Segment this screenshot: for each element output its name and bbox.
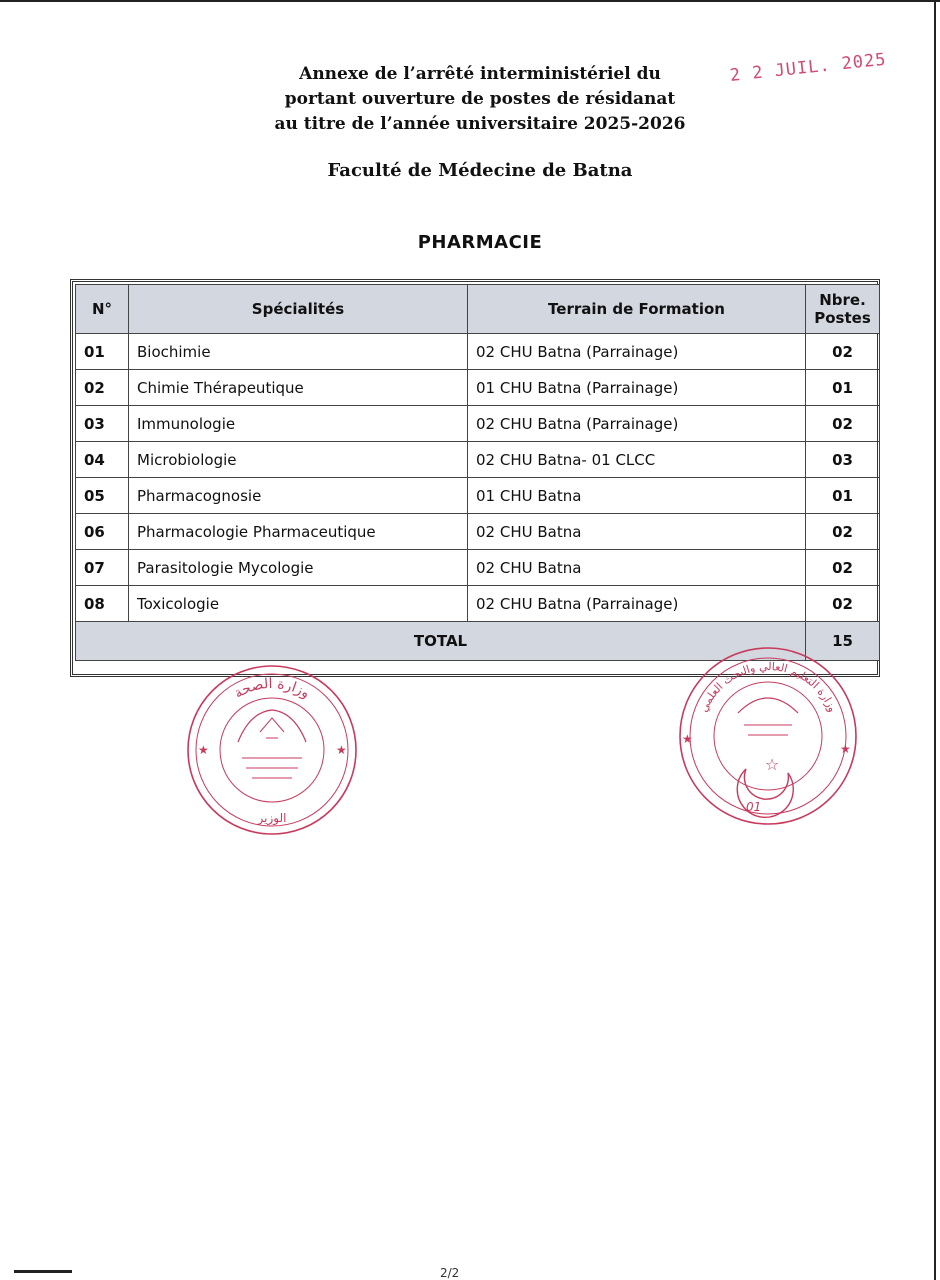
row-specialite: Pharmacologie Pharmaceutique [129,514,468,550]
row-postes: 02 [806,550,880,586]
page-number: 2/2 [440,1266,460,1280]
row-terrain: 02 CHU Batna [468,514,806,550]
row-number: 05 [76,478,129,514]
faculty-title: Faculté de Médecine de Batna [327,160,633,181]
total-value: 15 [806,622,880,661]
right-official-seal-icon [676,643,860,829]
header-line-1: Annexe de l’arrêté interministériel du [299,64,661,84]
row-specialite: Toxicologie [129,586,468,622]
row-terrain: 02 CHU Batna [468,550,806,586]
col-header-postes [806,285,880,334]
header-line-3: au titre de l’année universitaire 2025-2026 [274,114,686,134]
row-specialite: Microbiologie [129,442,468,478]
table-row [76,586,880,622]
col-header-num: N° [76,285,129,334]
right-seal-number: 01 [746,800,762,814]
row-postes: 02 [806,406,880,442]
right-seal-top-text: وزارة التعليم العالي والبحث العلمي [696,659,840,715]
table-row [76,478,880,514]
document-header [200,62,760,137]
col-header-postes-line1: Nbre. [819,291,866,309]
row-postes: 01 [806,478,880,514]
row-postes: 02 [806,334,880,370]
positions-table [75,284,880,661]
right-seal-star-icon: ★ [682,732,693,746]
table-row [76,514,880,550]
row-postes: 03 [806,442,880,478]
row-specialite: Parasitologie Mycologie [129,550,468,586]
row-terrain: 02 CHU Batna (Parrainage) [468,334,806,370]
table-row [76,442,880,478]
row-postes: 02 [806,586,880,622]
table-header-row [76,285,880,334]
row-number: 07 [76,550,129,586]
row-number: 06 [76,514,129,550]
right-seal-star-icon: ★ [840,742,851,756]
section-title: PHARMACIE [417,232,543,253]
col-header-terrain: Terrain de Formation [468,285,806,334]
col-header-specialite: Spécialités [129,285,468,334]
row-specialite: Biochimie [129,334,468,370]
page-border-right [934,0,936,1280]
header-line-2: portant ouverture de postes de résidanat [284,89,676,109]
bottom-left-mark [14,1270,72,1273]
row-terrain: 02 CHU Batna (Parrainage) [468,406,806,442]
row-postes: 01 [806,370,880,406]
total-label: TOTAL [76,622,806,661]
row-number: 02 [76,370,129,406]
left-seal-star-icon: ★ [198,743,209,757]
row-number: 01 [76,334,129,370]
row-terrain: 01 CHU Batna [468,478,806,514]
row-terrain: 02 CHU Batna (Parrainage) [468,586,806,622]
left-seal-star-icon: ★ [336,743,347,757]
row-postes: 02 [806,514,880,550]
left-seal-bottom-text: الوزير [257,811,287,825]
row-specialite: Chimie Thérapeutique [129,370,468,406]
table-row [76,370,880,406]
table-row [76,550,880,586]
left-official-seal-icon [180,662,364,838]
table-row [76,334,880,370]
row-specialite: Pharmacognosie [129,478,468,514]
col-header-postes-line2: Postes [814,309,871,327]
page-border-top [0,0,940,2]
row-number: 08 [76,586,129,622]
row-number: 04 [76,442,129,478]
row-terrain: 02 CHU Batna- 01 CLCC [468,442,806,478]
row-terrain: 01 CHU Batna (Parrainage) [468,370,806,406]
left-seal-top-text: وزارة الصحة [231,675,313,702]
date-stamp: 2 2 JUIL. 2025 [728,49,888,86]
row-number: 03 [76,406,129,442]
table-row [76,406,880,442]
positions-table-frame [70,279,880,677]
right-seal-star-icon: ☆ [764,755,780,774]
row-specialite: Immunologie [129,406,468,442]
